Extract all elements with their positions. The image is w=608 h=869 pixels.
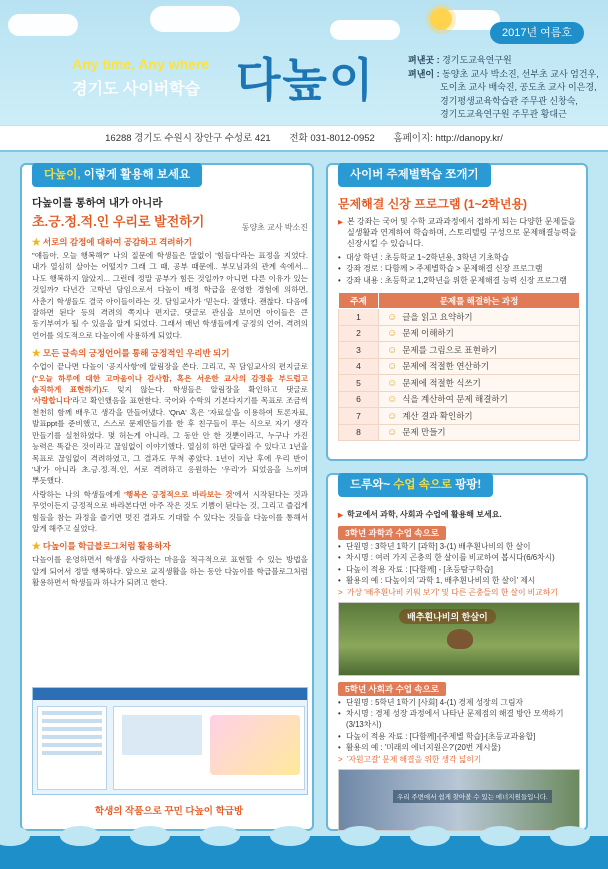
heading-highlight: 다높이,: [44, 169, 81, 181]
program-detail: • 강좌 내용 : 초등학교 1,2학년을 위한 문제해결 능력 신장 프로그램: [338, 275, 580, 286]
heading-text: 이렇게 활용해 보세요: [80, 169, 191, 181]
screenshot-header-bar: [33, 688, 307, 700]
step-label: 계산 결과 확인하기: [402, 410, 473, 421]
address-bar: [0, 126, 608, 152]
unit-detail: • 활용의 예 : '미래의 에너지원은?'(20번 게시물): [338, 742, 580, 753]
unit-activity: > 가상 '배추흰나비 키워 보기' 및 다른 곤충들의 한 살이 비교하기: [338, 587, 580, 598]
smiley-icon: ☺: [387, 361, 398, 373]
table-row: [339, 342, 580, 359]
table-row: [339, 358, 580, 375]
unit-detail: • 다높이 적용 자료 : [다함께]-[주제별 학습]-[초등교과융합]: [338, 731, 580, 742]
table-row: [339, 424, 580, 441]
text-run: 에서 시작된다는 것과 무엇이든지 긍정적으로 바라본다면 아주 작은 것도 기쁨이 된다는 것, 그리고 즐겁게 힘들을 참는 과정을 즐기면 멋진 결과도 기대할 수 있다는 것들을 다높이를 통해서 알게 해주고 싶었다.: [32, 489, 308, 533]
unit-detail: • 차시명 : 경제 성장 과정에서 나타난 문제점의 해결 방안 모색하기(3/13차시): [338, 708, 580, 731]
panel-heading: [32, 163, 202, 187]
student-artwork-image: [210, 715, 300, 775]
steps-table: [338, 292, 580, 441]
topic-learning-panel: [326, 163, 588, 461]
step-label: 문제 이해하기: [402, 328, 454, 339]
smiley-icon: ☺: [387, 328, 398, 340]
usage-guide-panel: [20, 163, 314, 831]
heading-text: 팡팡!: [452, 479, 482, 491]
phone: 전화 031-8012-0952: [289, 133, 375, 144]
article-lead: 다높이를 통하여 내가 아니라: [32, 197, 163, 209]
unit-detail: • 차시명 : 여러 가지 곤충의 한 살이를 비교하여 봅시다(6/6차시): [338, 552, 580, 563]
text-run: 라고 확인했음을 표현한다. 국어와 수학의 기본다지기를 목표로 조금씩 천천히 함께 배우고 생각을 만들어냈다. 'QnA' 혹은 '자료실'을 이용하여 토론자료, 발표ppt를 준비했고, 스스로 문제만들기를 한 후 친구들이 푸는 식으로 자기 생각 만들기를 실천하였다. 몇 허는게 아니라, 그 동안 안 한 것뿐이라고, 누구나 가진 능력은 똑같은 것이라고 끊임없이 이야기했다. 열심히 하면 달라질 수 있다고 1년을 목표로 끊임없이 격려하였고, 그 결과도 무척 좋았다. 1년이 지난 후에 우리 반이 '내'가 아니라 초.긍.정.적.인, 서로 격려하고 응원하는 '우리'가 되었음을 느끼며 뿌듯했다.: [32, 396, 308, 486]
smiley-icon: ☺: [387, 377, 398, 389]
text-run: 수업이 끝나면 다높이 '공지사항'에 알림장을 쓴다. 그리고, 꼭 담임교사의 편지글로: [32, 362, 308, 372]
step-cell: [379, 309, 580, 326]
text-highlight: '사랑합니다': [32, 396, 73, 406]
masthead: [0, 0, 608, 125]
step-number: 8: [339, 424, 379, 441]
class-usage-panel: [326, 473, 588, 831]
cloud-decoration: [150, 6, 240, 32]
step-number: 5: [339, 375, 379, 392]
butterfly-icon: [447, 629, 473, 649]
heading-text: 드루와~: [350, 479, 394, 491]
homepage-link[interactable]: 홈페이지: http://danopy.kr/: [393, 133, 503, 144]
editor-line: 경기도교육연구원 주무관 황대근: [440, 109, 567, 119]
section-text: "얘들아, 오늘 행복해?" 나의 질문에 학생들은 말없이 '힘들다'라는 표정을 지었다. 내가 열심히 살아는 어떨지? 그래 그 때, 공부 때문에.. 부모님과의 관계 속에서... 나도 행복하지 않았지... 그런데 정말 공부가 힘든 것일까? 아니면 다른 이유가 있는 것일까? 다년간 고학년 담임으로서 다높이 배정 학급을 운영한 경험에 의하면, 사춘기 학생들도 결국 아이들이라는 것. 담임교사가 '믿는다. 잘했다. 괜찮다. 다음에 잘하면 된다' 등의 격려의 쪽지나 편지글, 댓글로 관심을 보이면 아이들은 큰 동기부여가 될 수 있음을 알게 되었다. 그래서 매년 학생들에게 긍정의 언어, 격려의 언어를 의도적으로 다높이에 사용하게 되었다.: [32, 251, 308, 340]
program-detail: • 대상 학년 : 초등학교 1~2학년용, 3학년 기초학습: [338, 252, 580, 263]
section-text: [32, 489, 308, 535]
credits: [408, 54, 604, 122]
program-title: 문제해결 신장 프로그램 (1~2학년용): [338, 197, 528, 211]
step-cell: [379, 424, 580, 441]
panel-heading: [338, 473, 493, 497]
step-number: 2: [339, 325, 379, 342]
unit-detail: • 활용의 예 : 다높이의 '과학 1, 배추흰나비의 한 살이' 제시: [338, 575, 580, 586]
step-number: 6: [339, 391, 379, 408]
classroom-screenshot: [32, 687, 308, 795]
step-cell: [379, 375, 580, 392]
step-label: 문제에 적절한 연산하기: [402, 361, 490, 372]
step-label: 문제 만들기: [402, 427, 446, 438]
step-label: 문제를 그림으로 표현하기: [402, 344, 498, 355]
address: 16288 경기도 수원시 장안구 수성로 421: [105, 133, 271, 144]
column-header: 주제: [339, 293, 379, 309]
publisher: 경기도교육연구원: [442, 55, 512, 65]
step-cell: [379, 358, 580, 375]
screenshot-image: [122, 715, 202, 755]
step-cell: [379, 342, 580, 359]
smiley-icon: ☺: [387, 394, 398, 406]
subtitle: 경기도 사이버학습: [72, 81, 201, 98]
editor-line: 경기평생교육학습관 주무관 신창숙,: [440, 95, 578, 106]
edition-badge: 2017년 여름호: [490, 22, 584, 44]
column-header: 문제를 해결하는 과정: [379, 293, 580, 309]
butterfly-lifecycle-image: [338, 602, 580, 676]
unit-detail: • 단원명 : 5학년 1학기 [사회] 4-(1) 경제 성장의 그림자: [338, 697, 580, 708]
newsletter-title: 다높이: [236, 54, 376, 106]
step-number: 1: [339, 309, 379, 326]
unit-title: 3학년 과학과 수업 속으로: [338, 526, 446, 540]
step-number: 3: [339, 342, 379, 359]
screenshot-sidebar: [37, 706, 107, 790]
section-title: ★ 모든 글속의 긍정언어를 통해 긍정적인 우리반 되기: [32, 347, 308, 359]
heading-highlight: 수업 속으로: [393, 479, 452, 491]
section-text: [32, 361, 308, 486]
article-headline: 초.긍.정.적.인 우리로 발전하기: [32, 214, 205, 229]
text-highlight: ("오늘 하루에 대한 고마움이나 감사함, 혹은 서운한 교사의 감정을 부드럽고 솔직하게 표현하기): [32, 373, 308, 395]
step-cell: [379, 325, 580, 342]
text-highlight: '행복은 긍정적으로 바라보는 것': [124, 489, 235, 499]
smiley-icon: ☺: [387, 427, 398, 439]
cloud-decoration: [8, 14, 78, 36]
sun-icon: [430, 8, 452, 30]
panel-heading: 사이버 주제별학습 쪼개기: [338, 163, 491, 187]
editors-label: 펴낸이 :: [408, 68, 440, 79]
section-title: ★ 서로의 감정에 대하여 공감하고 격려하기: [32, 236, 308, 248]
image-caption: 우리 주변에서 쉽게 찾아볼 수 있는 에너지원들입니다.: [393, 790, 552, 803]
text-run: 도 잊지 않는다. 학생들은 알림장을 확인하고 댓글로: [101, 385, 308, 395]
table-row: [339, 408, 580, 425]
smiley-icon: ☺: [387, 344, 398, 356]
program-body: [338, 195, 580, 441]
table-row: [339, 325, 580, 342]
editor-line: 도이초 교사 배숙진, 공도초 교사 이은경,: [440, 82, 597, 92]
publisher-label: 펴낸곳 :: [408, 55, 440, 65]
program-detail: • 강좌 경로 : 다함께 > 주제별학습 > 문제해결 신장 프로그램: [338, 263, 580, 274]
editor-line: 동양초 교사 박소진, 선부초 교사 엄건우,: [442, 68, 599, 79]
unit-title: 5학년 사회과 수업 속으로: [338, 682, 446, 696]
energy-sources-image: [338, 769, 580, 831]
table-row: [339, 391, 580, 408]
unit-activity: > '자원고갈' 문제 해결을 위한 생각 넓히기: [338, 754, 580, 765]
step-cell: [379, 408, 580, 425]
screenshot-content: [113, 706, 305, 790]
screenshot-caption: 학생의 작품으로 꾸민 다높이 학급방: [94, 806, 244, 817]
class-usage-intro: ▶ 학교에서 과학, 사회과 수업에 활용해 보세요.: [338, 509, 580, 520]
section-title: ★ 다높이를 학급블로그처럼 활용하자: [32, 540, 308, 552]
wave-decoration: [0, 836, 608, 869]
step-number: 7: [339, 408, 379, 425]
smiley-icon: ☺: [387, 311, 398, 323]
step-label: 글을 읽고 요약하기: [402, 311, 473, 322]
program-intro: ▶ 본 강좌는 국어 및 수학 교과과정에서 접하게 되는 다양한 문제들을 실생활과 연계하여 학습하며, 스토리텔링 구성으로 문제해결능력을 신장시킬 수 있습니다.: [338, 216, 580, 249]
slogan: Any time, Any where: [72, 56, 210, 72]
step-label: 문제에 적절한 식쓰기: [402, 377, 481, 388]
article-author: 동양초 교사 박소진: [241, 223, 308, 232]
image-title: 배추흰나비의 한살이: [399, 609, 496, 624]
article-body: [32, 195, 308, 589]
smiley-icon: ☺: [387, 410, 398, 422]
table-row: [339, 375, 580, 392]
step-cell: [379, 391, 580, 408]
section-text: 다높이를 운영하면서 학생을 사랑하는 마음을 적극적으로 표현할 수 있는 방법을 알게 되어서 정말 행복하다. 앞으로 교직생활을 하는 동안 다높이를 학급블로그처럼 활용하면서 학생들과 하나가 되려고 한다.: [32, 555, 308, 588]
unit-detail: • 단원명 : 3학년 1학기 [과학] 3-(1) 배추흰나비의 한 살이: [338, 541, 580, 552]
text-run: 사랑하는 나의 학생들에게: [32, 489, 125, 499]
step-number: 4: [339, 358, 379, 375]
unit-detail: • 다높이 적용 자료 : [다함께] - [초등탐구학습]: [338, 564, 580, 575]
step-label: 식을 계산하여 문제 해결하기: [402, 394, 508, 405]
class-usage-body: [338, 505, 580, 831]
cloud-decoration: [330, 20, 400, 40]
table-row: [339, 309, 580, 326]
